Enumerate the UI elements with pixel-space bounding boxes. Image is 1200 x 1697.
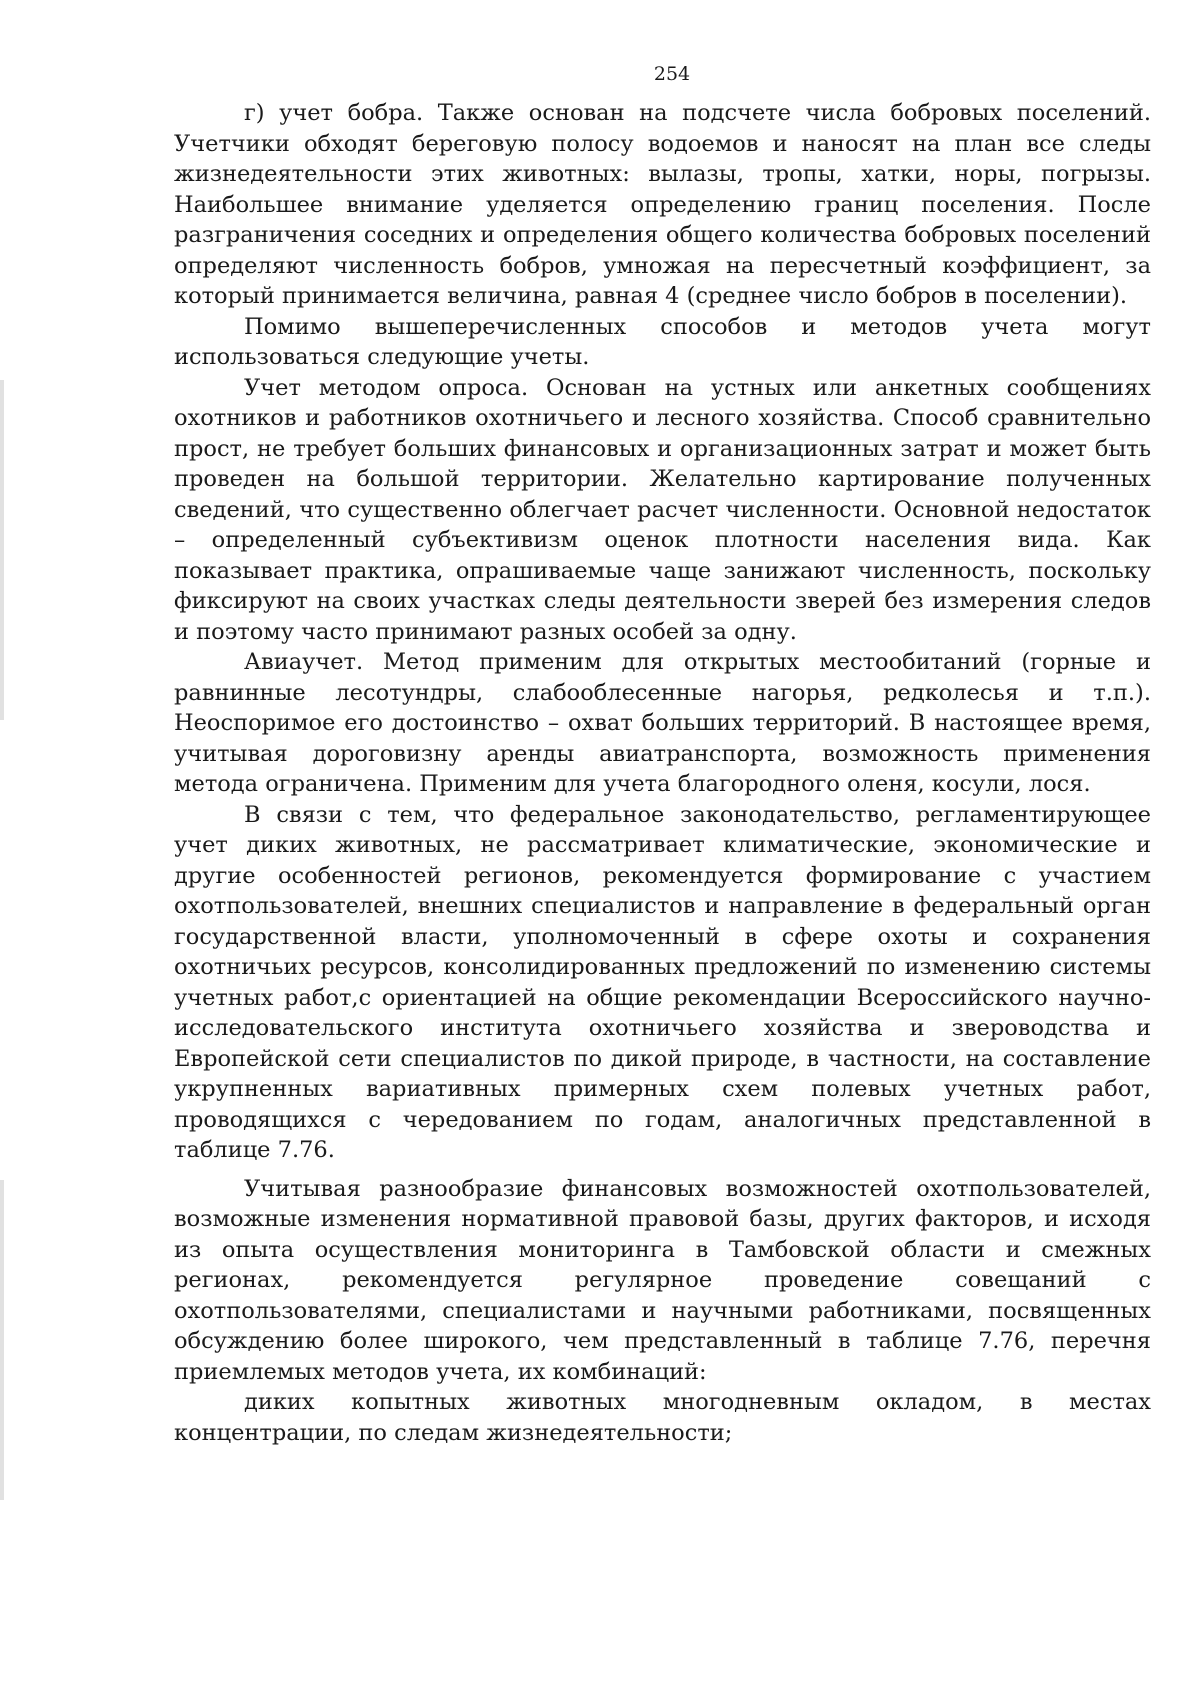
scan-edge-mark xyxy=(0,1180,4,1500)
body-text xyxy=(174,98,1151,1448)
paragraph-financial-capabilities: Учитывая разнообразие финансовых возможностей охотпользователей, возможные изменения нормативной правовой базы, других факторов, и исходя из опыта осуществления мониторинга в Тамбовской области и смежных регионах, рекомендуется регулярное проведение совещаний с охотпользователями, специалистами и научными работниками, посвященных обсуждению более широкого, чем представленный в таблице 7.76, перечня приемлемых методов учета, их комбинаций: xyxy=(174,1175,1151,1385)
paragraph-survey-method: Учет методом опроса. Основан на устных или анкетных сообщениях охотников и работников охотничьего и лесного хозяйства. Способ сравнительно прост, не требует больших финансовых и организационных затрат и может быть проведен на большой территории. Желательно картирование полученных сведений, что существенно облегчает расчет численности. Основной недостаток – определенный субъективизм оценок плотности населения вида. Как показывает практика, опрашиваемые чаще занижают численность, поскольку фиксируют на своих участках следы деятельности зверей без измерения следов и поэтому часто принимают разных особей за одну. xyxy=(174,374,1151,645)
paragraph-aerial-census: Авиаучет. Метод применим для открытых местообитаний (горные и равнинные лесотундры, слабооблесенные нагорья, редколесья и т.п.). Неоспоримое его достоинство – охват больших территорий. В настоящее время, учитывая дороговизну аренды авиатранспорта, возможность применения метода ограничена. Применим для учета благородного оленя, косули, лося. xyxy=(174,649,1151,797)
page-number: 254 xyxy=(653,63,691,85)
paragraph-ungulates: диких копытных животных многодневным окладом, в местах концентрации, по следам жизнедеятельности; xyxy=(174,1389,1151,1446)
scan-edge-mark xyxy=(0,380,4,720)
paragraph-federal-legislation: В связи с тем, что федеральное законодательство, регламентирующее учет диких животных, не рассматривает климатические, экономические и другие особенностей регионов, рекомендуется формирование с участием охотпользователей, внешних специалистов и направление в федеральный орган государственной власти, уполномоченный в сфере охоты и сохранения охотничьих ресурсов, консолидированных предложений по изменению системы учетных работ,с ориентацией на общие рекомендации Всероссийского научно-исследовательского института охотничьего хозяйства и звероводства и Европейской сети специалистов по дикой природе, в частности, на составление укрупненных вариативных примерных схем полевых учетных работ, проводящихся с чередованием по годам, аналогичных представленной в таблице 7.76. xyxy=(174,801,1151,1163)
paragraph-beaver-census: г) учет бобра. Также основан на подсчете числа бобровых поселений. Учетчики обходят береговую полосу водоемов и наносят на план все следы жизнедеятельности этих животных: вылазы, тропы, хатки, норы, погрызы. Наибольшее внимание уделяется определению границ поселения. После разграничения соседних и определения общего количества бобровых поселений определяют численность бобров, умножая на пересчетный коэффициент, за который принимается величина, равная 4 (среднее число бобров в поселении). xyxy=(174,100,1151,309)
paragraph-other-censuses: Помимо вышеперечисленных способов и методов учета могут использоваться следующие учеты. xyxy=(174,313,1151,370)
